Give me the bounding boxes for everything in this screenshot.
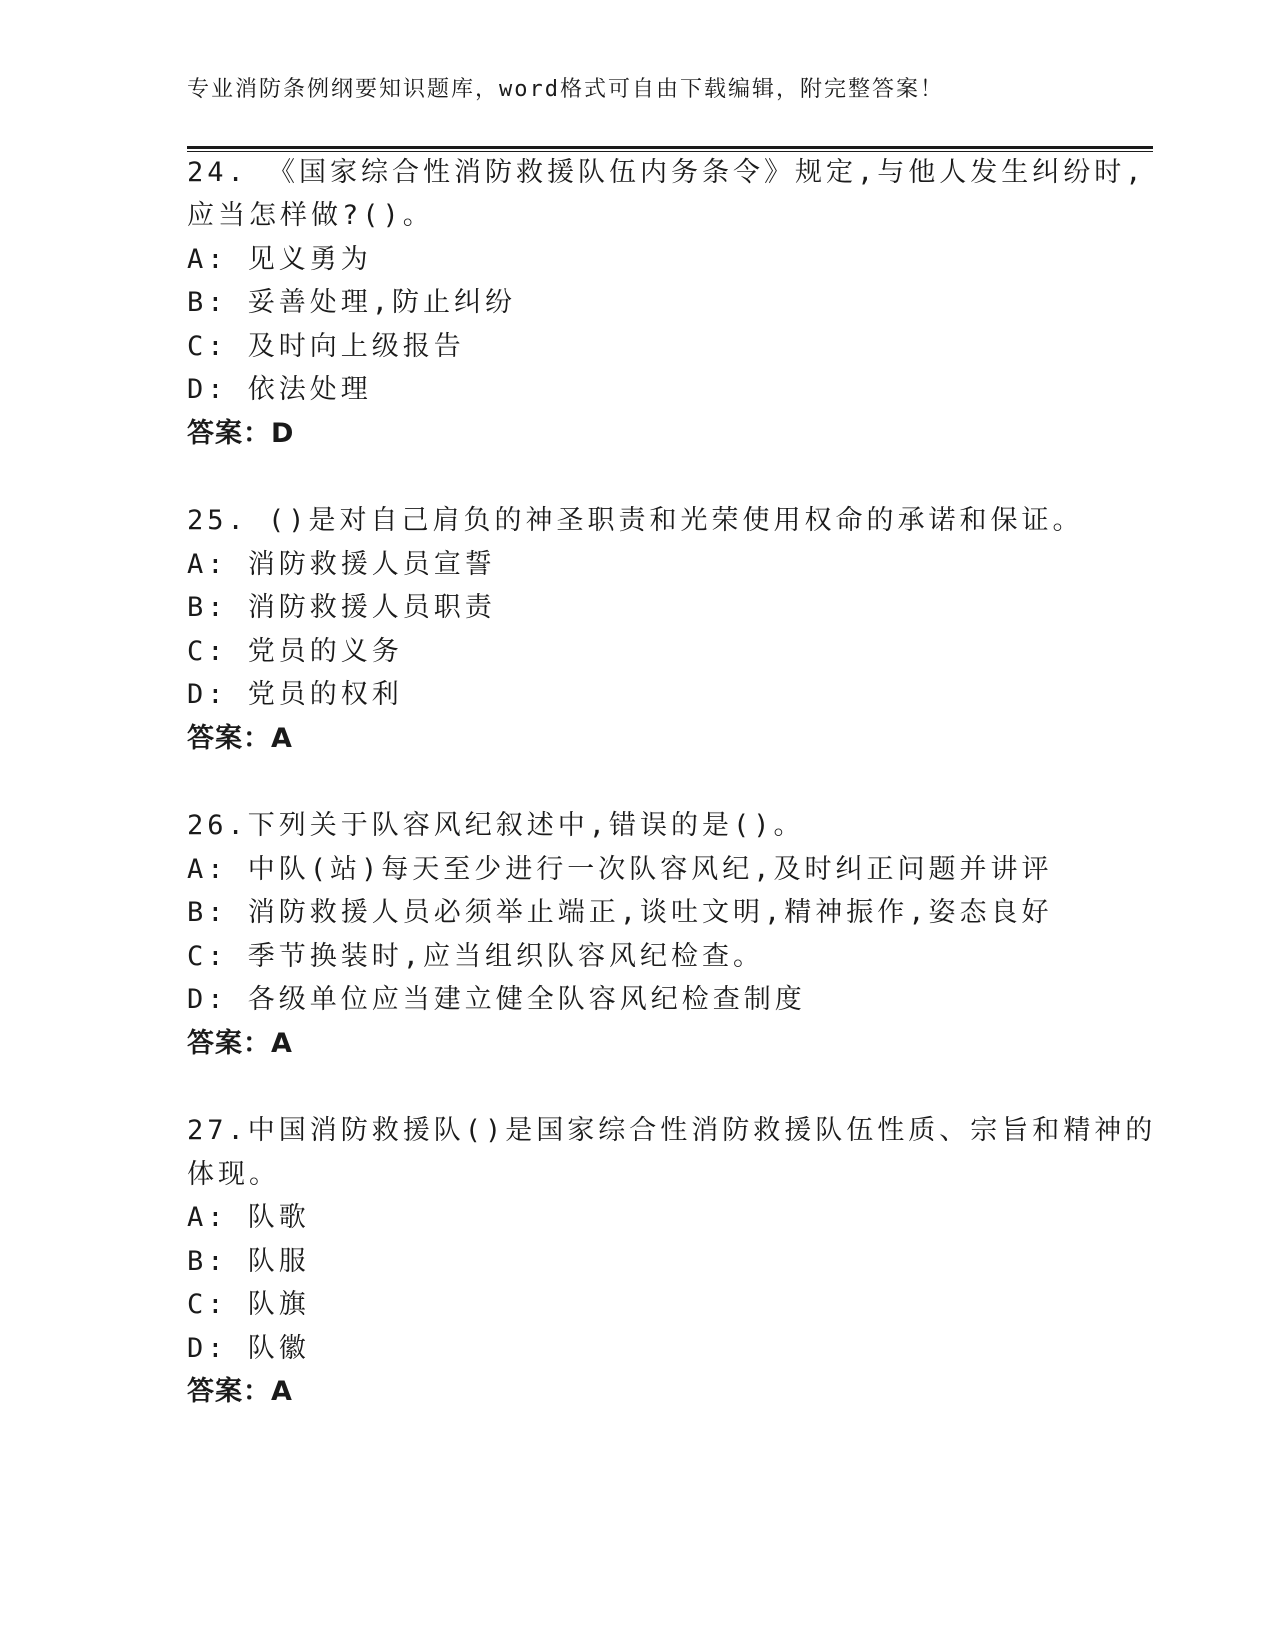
question-25-stem: 25. ()是对自己肩负的神圣职责和光荣使用权命的承诺和保证。 [187,505,1084,536]
question-25-option-c: C: 党员的义务 [187,636,403,667]
question-27-option-b: B: 队服 [187,1246,310,1277]
header-divider [187,146,1153,152]
question-27-option-c: C: 队旗 [187,1289,310,1320]
question-25-option-d: D: 党员的权利 [187,679,403,710]
question-27-option-d: D: 队徽 [187,1333,310,1364]
question-24-stem: 24. 《国家综合性消防救援队伍内务条令》规定,与他人发生纠纷时, [187,157,1146,188]
document-header: 专业消防条例纲要知识题库，word格式可自由下载编辑，附完整答案！ [187,77,944,102]
question-26-option-b: B: 消防救援人员必须举止端正,谈吐文明,精神振作,姿态良好 [187,897,1053,928]
question-26-answer: 答案：A [187,1028,293,1059]
question-27-answer: 答案：A [187,1376,293,1407]
question-26-option-d: D: 各级单位应当建立健全队容风纪检查制度 [187,984,806,1015]
question-25-option-b: B: 消防救援人员职责 [187,592,496,623]
question-24-stem-cont: 应当怎样做?()。 [187,200,434,231]
question-24-option-c: C: 及时向上级报告 [187,331,465,362]
question-25-answer: 答案：A [187,723,293,754]
question-27-stem: 27.中国消防救援队()是国家综合性消防救援队伍性质、宗旨和精神的 [187,1115,1157,1146]
question-24-answer: 答案：D [187,418,295,449]
question-26-stem: 26.下列关于队容风纪叙述中,错误的是()。 [187,810,805,841]
question-24-option-d: D: 依法处理 [187,374,372,405]
question-26-option-a: A: 中队(站)每天至少进行一次队容风纪,及时纠正问题并讲评 [187,854,1053,885]
question-26-option-c: C: 季节换装时,应当组织队容风纪检查。 [187,941,765,972]
question-27-option-a: A: 队歌 [187,1202,310,1233]
question-24-option-b: B: 妥善处理,防止纠纷 [187,287,517,318]
question-27-stem-cont: 体现。 [187,1159,280,1190]
question-25-option-a: A: 消防救援人员宣誓 [187,549,496,580]
question-24-option-a: A: 见义勇为 [187,244,372,275]
